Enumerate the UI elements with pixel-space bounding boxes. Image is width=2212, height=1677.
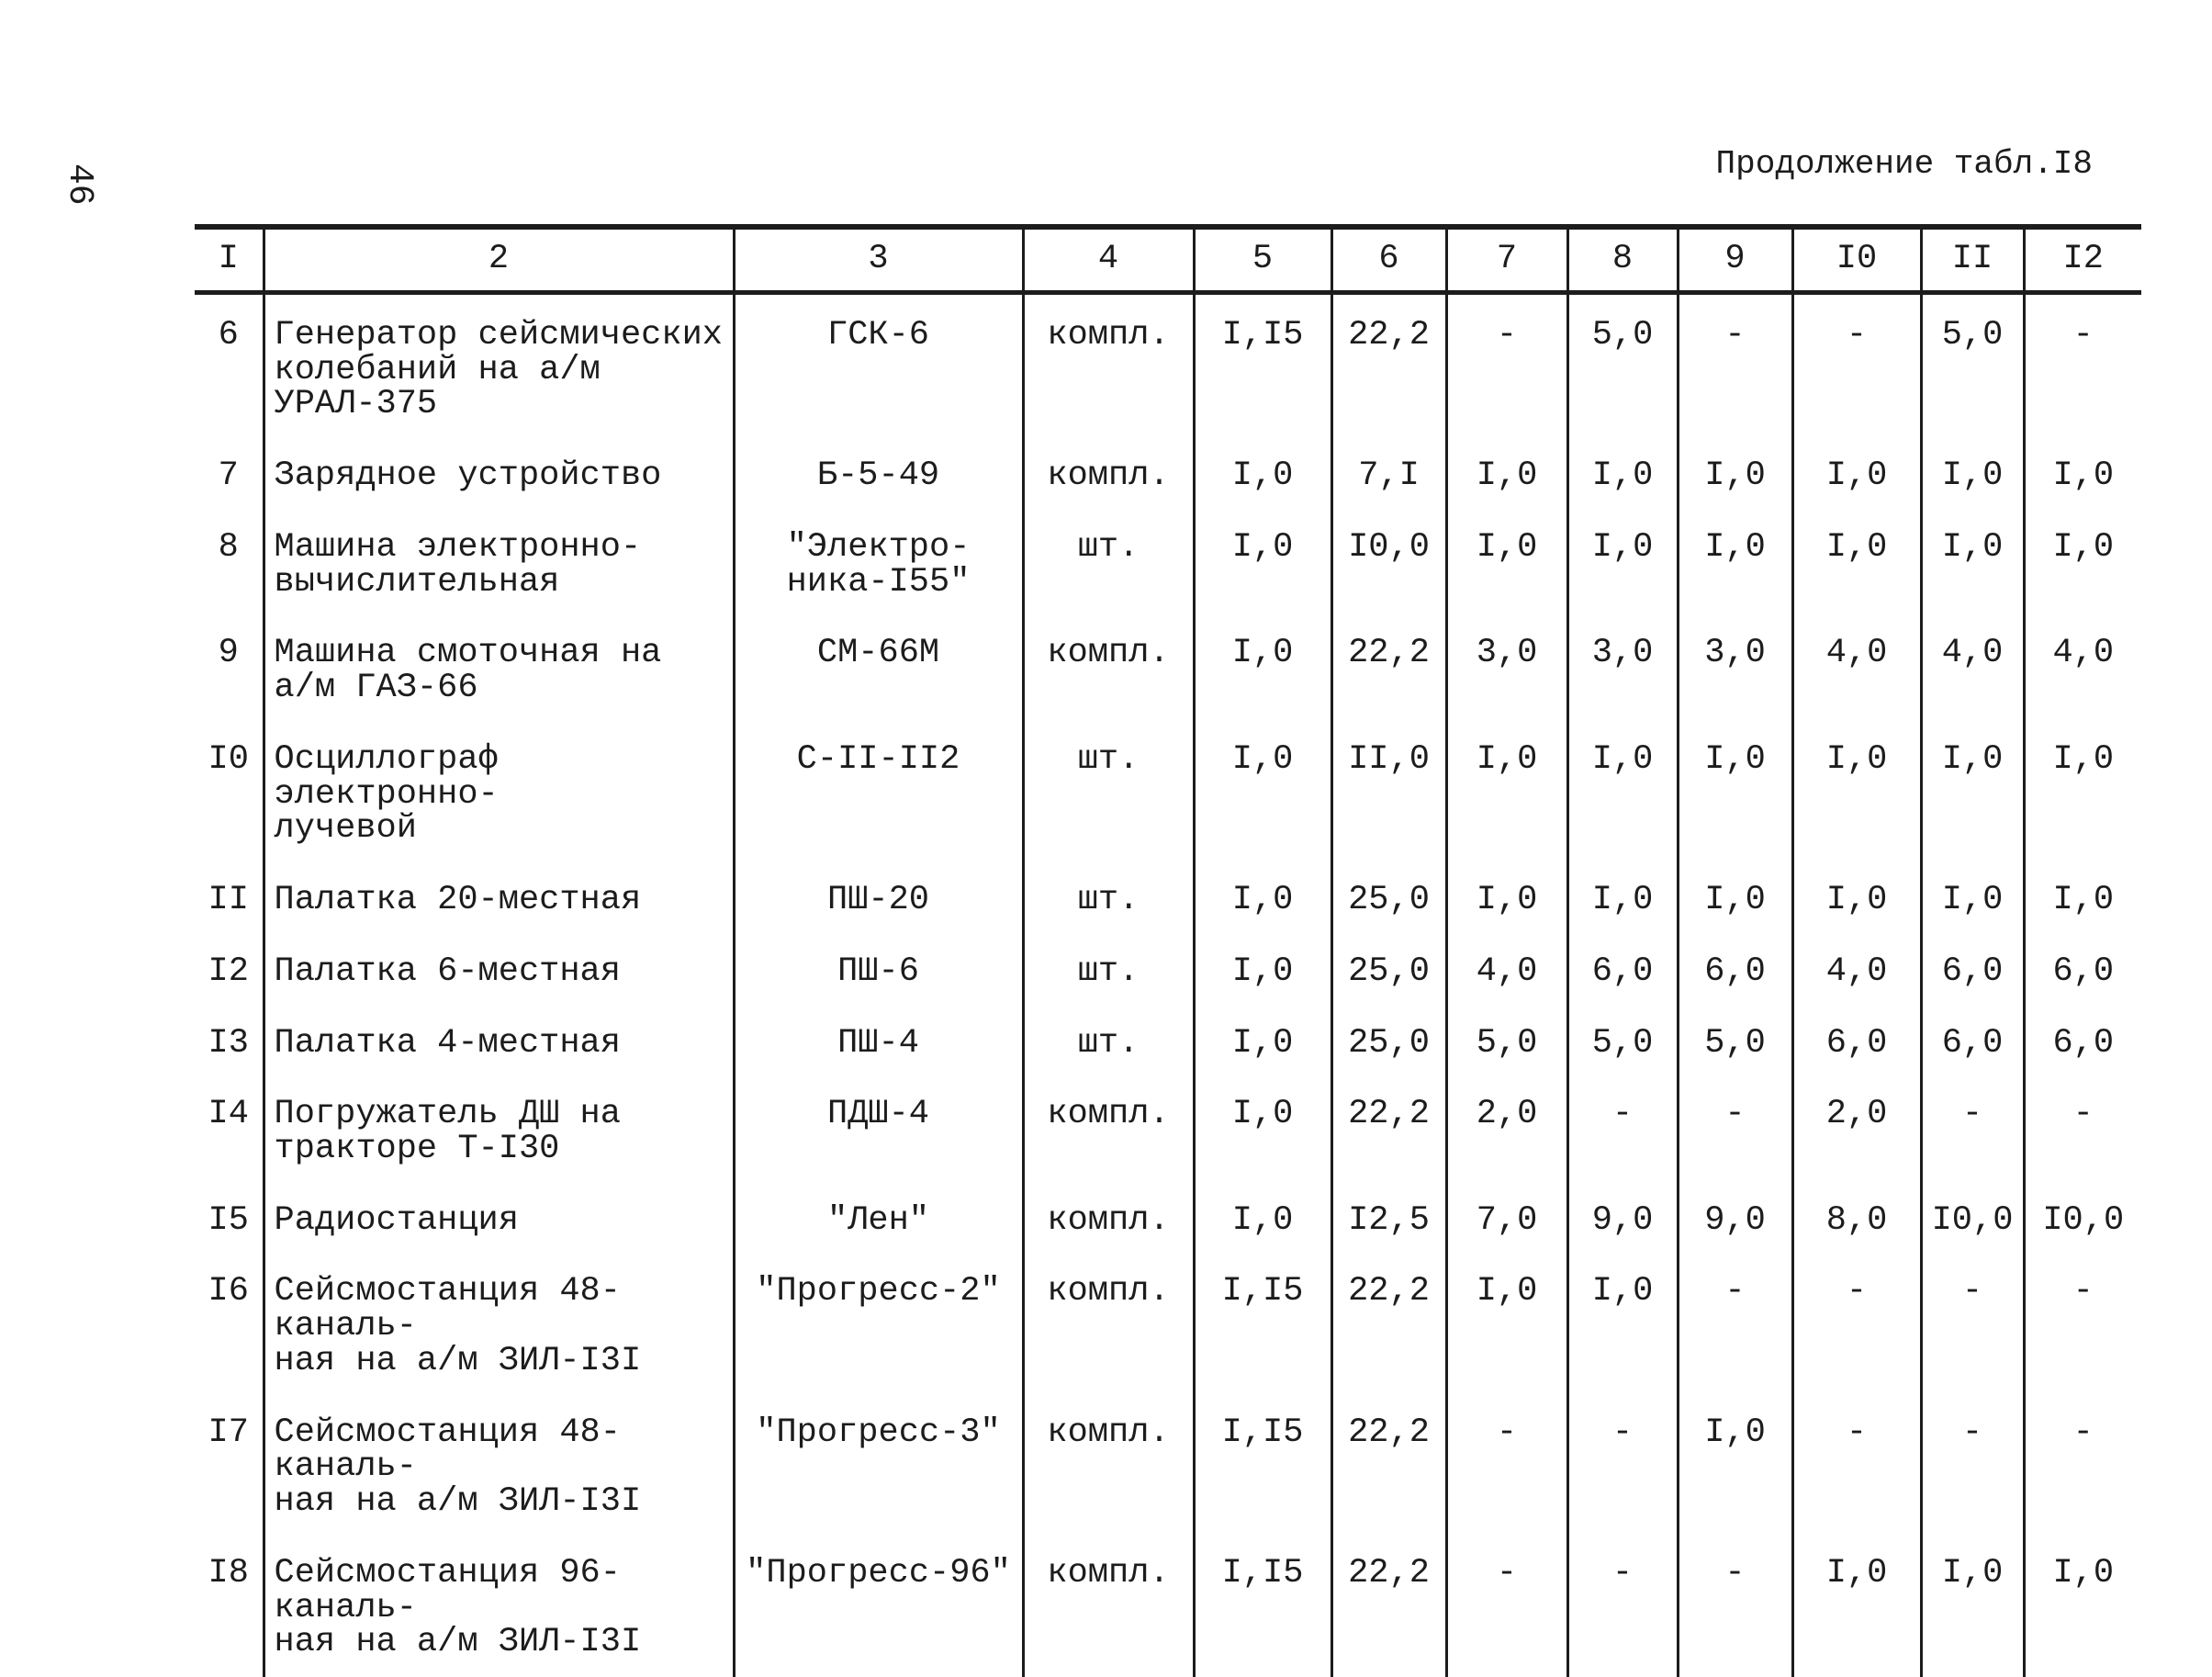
value-cell: I,0 bbox=[1792, 439, 1921, 511]
equipment-name-cell: Машина смоточная на а/м ГАЗ-66 bbox=[264, 616, 734, 722]
value-cell: 22,2 bbox=[1331, 616, 1446, 722]
model-cell: "Прогресс-96" bbox=[734, 1536, 1023, 1677]
value-cell: 6,0 bbox=[1921, 935, 2024, 1007]
value-cell: I0,0 bbox=[1331, 511, 1446, 616]
value-cell: I,0 bbox=[1567, 1255, 1678, 1395]
equipment-name-cell: Сейсмостанция 48-каналь- ная на а/м ЗИЛ-I3I bbox=[264, 1255, 734, 1395]
model-cell: Б-5-49 bbox=[734, 439, 1023, 511]
value-cell: 4,0 bbox=[2024, 616, 2141, 722]
header-row bbox=[195, 227, 2141, 293]
value-cell: I,0 bbox=[1792, 723, 1921, 863]
value-cell: - bbox=[1567, 1077, 1678, 1183]
unit-cell: компл. bbox=[1023, 616, 1194, 722]
column-header: 6 bbox=[1331, 227, 1446, 293]
model-cell: ПДШ-4 bbox=[734, 1077, 1023, 1183]
unit-cell: компл. bbox=[1023, 1396, 1194, 1536]
value-cell: - bbox=[1446, 1536, 1567, 1677]
value-cell: I,0 bbox=[2024, 863, 2141, 935]
table-header bbox=[195, 227, 2141, 293]
value-cell: 25,0 bbox=[1331, 1007, 1446, 1078]
unit-cell: компл. bbox=[1023, 1536, 1194, 1677]
value-cell: I,0 bbox=[1921, 863, 2024, 935]
value-cell: II,0 bbox=[1331, 723, 1446, 863]
value-cell: - bbox=[1792, 1255, 1921, 1395]
value-cell: - bbox=[1678, 1255, 1792, 1395]
column-header: I2 bbox=[2024, 227, 2141, 293]
value-cell: 2,0 bbox=[1792, 1077, 1921, 1183]
value-cell: - bbox=[1678, 1077, 1792, 1183]
value-cell: I,I5 bbox=[1194, 1536, 1331, 1677]
value-cell: 3,0 bbox=[1678, 616, 1792, 722]
value-cell: - bbox=[1446, 1396, 1567, 1536]
value-cell: 3,0 bbox=[1446, 616, 1567, 722]
value-cell: 22,2 bbox=[1331, 1077, 1446, 1183]
value-cell: 7,I bbox=[1331, 439, 1446, 511]
value-cell: - bbox=[1567, 1536, 1678, 1677]
model-cell: "Прогресс-2" bbox=[734, 1255, 1023, 1395]
value-cell: 4,0 bbox=[1792, 616, 1921, 722]
unit-cell: компл. bbox=[1023, 1184, 1194, 1255]
model-cell: "Лен" bbox=[734, 1184, 1023, 1255]
value-cell: 5,0 bbox=[1678, 1007, 1792, 1078]
value-cell: I,0 bbox=[1567, 439, 1678, 511]
equipment-name-cell: Сейсмостанция 96-каналь- ная на а/м ЗИЛ-I3I bbox=[264, 1536, 734, 1677]
value-cell: 3,0 bbox=[1567, 616, 1678, 722]
value-cell: - bbox=[1678, 1536, 1792, 1677]
equipment-name-cell: Палатка 4-местная bbox=[264, 1007, 734, 1078]
value-cell: - bbox=[1792, 1396, 1921, 1536]
column-header: II bbox=[1921, 227, 2024, 293]
value-cell: I,0 bbox=[2024, 1536, 2141, 1677]
value-cell: I,0 bbox=[1194, 1077, 1331, 1183]
value-cell: I,0 bbox=[1678, 863, 1792, 935]
model-cell: "Прогресс-3" bbox=[734, 1396, 1023, 1536]
column-header: I bbox=[195, 227, 264, 293]
value-cell: - bbox=[2024, 1255, 2141, 1395]
value-cell: - bbox=[1921, 1396, 2024, 1536]
continuation-title: Продолжение табл.I8 bbox=[1716, 145, 2093, 183]
table-row bbox=[195, 1255, 2141, 1395]
model-cell: С-II-II2 bbox=[734, 723, 1023, 863]
table-row bbox=[195, 723, 2141, 863]
value-cell: 6,0 bbox=[1921, 1007, 2024, 1078]
value-cell: 22,2 bbox=[1331, 293, 1446, 440]
unit-cell: компл. bbox=[1023, 1077, 1194, 1183]
value-cell: 25,0 bbox=[1331, 935, 1446, 1007]
value-cell: I,0 bbox=[1921, 1536, 2024, 1677]
equipment-name-cell: Зарядное устройство bbox=[264, 439, 734, 511]
value-cell: I,0 bbox=[1567, 511, 1678, 616]
value-cell: I,0 bbox=[1567, 723, 1678, 863]
unit-cell: шт. bbox=[1023, 723, 1194, 863]
value-cell: I,0 bbox=[1567, 863, 1678, 935]
column-header: 9 bbox=[1678, 227, 1792, 293]
value-cell: I,0 bbox=[1921, 723, 2024, 863]
value-cell: 22,2 bbox=[1331, 1536, 1446, 1677]
unit-cell: компл. bbox=[1023, 1255, 1194, 1395]
row-number-cell: I2 bbox=[195, 935, 264, 1007]
value-cell: I,0 bbox=[1678, 511, 1792, 616]
model-cell: ПШ-20 bbox=[734, 863, 1023, 935]
row-number-cell: I4 bbox=[195, 1077, 264, 1183]
value-cell: I,0 bbox=[1446, 863, 1567, 935]
value-cell: I,0 bbox=[1194, 863, 1331, 935]
value-cell: 22,2 bbox=[1331, 1396, 1446, 1536]
value-cell: 4,0 bbox=[1792, 935, 1921, 1007]
model-cell: ГСК-6 bbox=[734, 293, 1023, 440]
table-row bbox=[195, 511, 2141, 616]
table-row bbox=[195, 439, 2141, 511]
table-row bbox=[195, 1077, 2141, 1183]
model-cell: "Электро- ника-I55" bbox=[734, 511, 1023, 616]
value-cell: I,0 bbox=[1921, 439, 2024, 511]
model-cell: ПШ-6 bbox=[734, 935, 1023, 1007]
value-cell: - bbox=[1446, 293, 1567, 440]
value-cell: 4,0 bbox=[1446, 935, 1567, 1007]
value-cell: 6,0 bbox=[2024, 935, 2141, 1007]
unit-cell: компл. bbox=[1023, 293, 1194, 440]
row-number-cell: I7 bbox=[195, 1396, 264, 1536]
value-cell: I,0 bbox=[1792, 511, 1921, 616]
table-row bbox=[195, 1007, 2141, 1078]
row-number-cell: II bbox=[195, 863, 264, 935]
value-cell: 5,0 bbox=[1567, 1007, 1678, 1078]
value-cell: 5,0 bbox=[1567, 293, 1678, 440]
value-cell: 2,0 bbox=[1446, 1077, 1567, 1183]
value-cell: I,0 bbox=[1446, 439, 1567, 511]
column-header: 4 bbox=[1023, 227, 1194, 293]
value-cell: I,0 bbox=[1446, 1255, 1567, 1395]
column-header: 7 bbox=[1446, 227, 1567, 293]
unit-cell: шт. bbox=[1023, 511, 1194, 616]
value-cell: I,0 bbox=[2024, 511, 2141, 616]
value-cell: 6,0 bbox=[1678, 935, 1792, 1007]
row-number-cell: I8 bbox=[195, 1536, 264, 1677]
value-cell: I,0 bbox=[1446, 511, 1567, 616]
value-cell: - bbox=[1792, 293, 1921, 440]
equipment-table bbox=[195, 224, 2141, 1677]
row-number-cell: I5 bbox=[195, 1184, 264, 1255]
value-cell: - bbox=[2024, 1077, 2141, 1183]
value-cell: - bbox=[1678, 293, 1792, 440]
value-cell: 4,0 bbox=[1921, 616, 2024, 722]
table-row bbox=[195, 1184, 2141, 1255]
column-header: 3 bbox=[734, 227, 1023, 293]
value-cell: - bbox=[2024, 1396, 2141, 1536]
value-cell: - bbox=[2024, 293, 2141, 440]
value-cell: I,I5 bbox=[1194, 1396, 1331, 1536]
column-header: 8 bbox=[1567, 227, 1678, 293]
equipment-name-cell: Погружатель ДШ на тракторе Т-I30 bbox=[264, 1077, 734, 1183]
value-cell: I,0 bbox=[1792, 1536, 1921, 1677]
table-row bbox=[195, 293, 2141, 440]
unit-cell: шт. bbox=[1023, 1007, 1194, 1078]
value-cell: 6,0 bbox=[2024, 1007, 2141, 1078]
value-cell: 9,0 bbox=[1678, 1184, 1792, 1255]
table-body bbox=[195, 293, 2141, 1677]
value-cell: 7,0 bbox=[1446, 1184, 1567, 1255]
table-row bbox=[195, 935, 2141, 1007]
equipment-name-cell: Радиостанция bbox=[264, 1184, 734, 1255]
column-header: 2 bbox=[264, 227, 734, 293]
value-cell: - bbox=[1921, 1255, 2024, 1395]
unit-cell: шт. bbox=[1023, 863, 1194, 935]
model-cell: ПШ-4 bbox=[734, 1007, 1023, 1078]
row-number-cell: I3 bbox=[195, 1007, 264, 1078]
value-cell: I,0 bbox=[1446, 723, 1567, 863]
value-cell: I,0 bbox=[1194, 723, 1331, 863]
value-cell: 25,0 bbox=[1331, 863, 1446, 935]
value-cell: 6,0 bbox=[1792, 1007, 1921, 1078]
page-number: 46 bbox=[60, 163, 99, 206]
row-number-cell: 8 bbox=[195, 511, 264, 616]
value-cell: I,0 bbox=[2024, 723, 2141, 863]
value-cell: - bbox=[1921, 1077, 2024, 1183]
value-cell: I,I5 bbox=[1194, 293, 1331, 440]
row-number-cell: I0 bbox=[195, 723, 264, 863]
model-cell: СМ-66М bbox=[734, 616, 1023, 722]
equipment-name-cell: Сейсмостанция 48-каналь- ная на а/м ЗИЛ-I3I bbox=[264, 1396, 734, 1536]
table-row bbox=[195, 616, 2141, 722]
column-header: I0 bbox=[1792, 227, 1921, 293]
row-number-cell: 7 bbox=[195, 439, 264, 511]
table-row bbox=[195, 863, 2141, 935]
equipment-name-cell: Машина электронно- вычислительная bbox=[264, 511, 734, 616]
table-row bbox=[195, 1536, 2141, 1677]
value-cell: 5,0 bbox=[1446, 1007, 1567, 1078]
value-cell: 22,2 bbox=[1331, 1255, 1446, 1395]
value-cell: 9,0 bbox=[1567, 1184, 1678, 1255]
table-row bbox=[195, 1396, 2141, 1536]
row-number-cell: I6 bbox=[195, 1255, 264, 1395]
value-cell: I,0 bbox=[1194, 616, 1331, 722]
value-cell: I,0 bbox=[2024, 439, 2141, 511]
value-cell: I0,0 bbox=[1921, 1184, 2024, 1255]
value-cell: I,0 bbox=[1921, 511, 2024, 616]
value-cell: I,0 bbox=[1194, 1184, 1331, 1255]
unit-cell: компл. bbox=[1023, 439, 1194, 511]
equipment-name-cell: Осциллограф электронно- лучевой bbox=[264, 723, 734, 863]
value-cell: I,0 bbox=[1194, 511, 1331, 616]
value-cell: I,I5 bbox=[1194, 1255, 1331, 1395]
equipment-name-cell: Палатка 20-местная bbox=[264, 863, 734, 935]
equipment-name-cell: Генератор сейсмических колебаний на а/м УРАЛ-375 bbox=[264, 293, 734, 440]
column-header: 5 bbox=[1194, 227, 1331, 293]
value-cell: - bbox=[1567, 1396, 1678, 1536]
value-cell: 6,0 bbox=[1567, 935, 1678, 1007]
value-cell: I,0 bbox=[1678, 439, 1792, 511]
unit-cell: шт. bbox=[1023, 935, 1194, 1007]
value-cell: I,0 bbox=[1194, 935, 1331, 1007]
value-cell: 8,0 bbox=[1792, 1184, 1921, 1255]
value-cell: I,0 bbox=[1678, 723, 1792, 863]
value-cell: I,0 bbox=[1194, 439, 1331, 511]
equipment-name-cell: Палатка 6-местная bbox=[264, 935, 734, 1007]
value-cell: I2,5 bbox=[1331, 1184, 1446, 1255]
value-cell: I,0 bbox=[1792, 863, 1921, 935]
value-cell: I,0 bbox=[1678, 1396, 1792, 1536]
row-number-cell: 6 bbox=[195, 293, 264, 440]
row-number-cell: 9 bbox=[195, 616, 264, 722]
value-cell: I,0 bbox=[1194, 1007, 1331, 1078]
value-cell: I0,0 bbox=[2024, 1184, 2141, 1255]
value-cell: 5,0 bbox=[1921, 293, 2024, 440]
